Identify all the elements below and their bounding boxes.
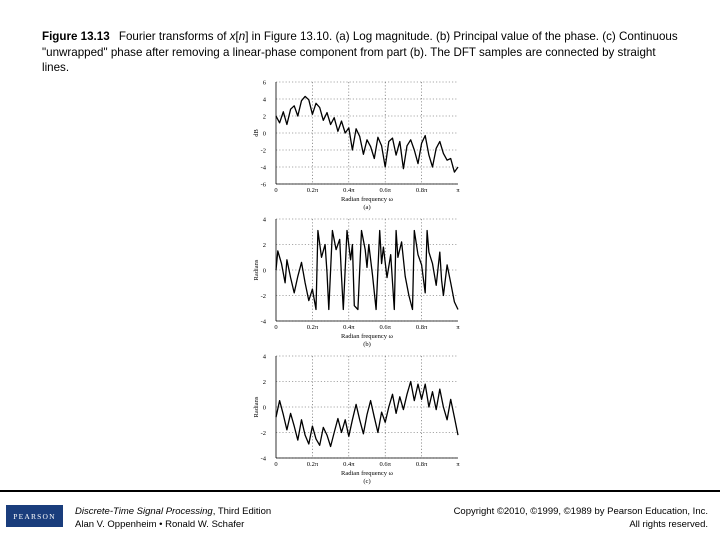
x-tick-label: 0.2π: [306, 461, 319, 468]
footer-divider: [0, 490, 720, 492]
x-tick-label: 0.4π: [343, 461, 355, 468]
y-tick-label: -2: [260, 147, 266, 155]
caption-text-2: ] in Figure 13.10. (a) Log magnitude. (b) Principal value of the phase. (c) Continuous "unwrapped" phase after removing a linear-phase component from part (b). The DFT samples are connected by straight lines.: [42, 30, 678, 74]
copyright-line-2: All rights reserved.: [629, 519, 708, 530]
panel-label: (b): [363, 341, 371, 348]
x-axis-label: Radian frequency ω: [341, 470, 393, 477]
y-tick-label: -2: [260, 430, 266, 437]
chart-panel-2: [253, 217, 460, 349]
figure-label: Figure 13.13: [42, 30, 110, 43]
y-tick-label: 4: [262, 96, 266, 104]
y-tick-label: 2: [262, 379, 266, 386]
x-tick-label: 0.4π: [343, 324, 355, 331]
y-tick-label: -4: [260, 164, 266, 172]
x-tick-label: 0.2π: [306, 324, 319, 331]
x-tick-label: 0.6π: [379, 324, 391, 331]
x-axis-label: Radian frequency ω: [341, 196, 393, 203]
y-tick-label: -2: [260, 293, 266, 300]
logo-text: PEARSON: [13, 511, 56, 521]
y-tick-label: 2: [262, 242, 266, 249]
x-tick-label: 0.8π: [415, 187, 428, 194]
book-info: [75, 505, 271, 531]
y-tick-label: 4: [262, 353, 266, 361]
panel-label: (a): [363, 204, 371, 211]
caption-bracket: [: [235, 30, 239, 43]
x-tick-label: 0.2π: [306, 187, 319, 194]
book-edition: , Third Edition: [212, 506, 272, 517]
panel-label: (c): [363, 478, 371, 485]
y-tick-label: -6: [260, 181, 266, 189]
y-axis-label: dB: [253, 129, 260, 137]
y-tick-label: 0: [262, 404, 266, 412]
y-axis-label: Radians: [253, 259, 260, 281]
chart-panel-3: [253, 354, 460, 486]
y-tick-label: -4: [260, 318, 266, 326]
y-axis-label: Radians: [253, 396, 260, 418]
x-tick-label: 0.6π: [379, 461, 391, 468]
book-authors: Alan V. Oppenheim • Ronald W. Schafer: [75, 519, 245, 530]
data-series-line: [276, 382, 458, 447]
x-tick-label: 0.8π: [415, 461, 428, 468]
copyright-notice: [454, 505, 708, 531]
x-tick-label: 0.8π: [415, 324, 428, 331]
pearson-logo: [6, 505, 63, 527]
chart-panel-1: [253, 80, 460, 212]
x-tick-label: π: [456, 461, 460, 468]
y-tick-label: 2: [262, 113, 266, 121]
data-series-line: [276, 96, 458, 172]
x-tick-label: 0: [274, 461, 278, 468]
y-tick-label: 6: [262, 79, 266, 87]
x-tick-label: π: [456, 187, 460, 194]
x-axis-label: Radian frequency ω: [341, 333, 393, 340]
caption-signal-x: x: [229, 30, 236, 43]
x-tick-label: 0: [274, 324, 278, 331]
caption-signal-n: n: [238, 30, 246, 43]
y-tick-label: 4: [262, 216, 266, 224]
x-tick-label: π: [456, 324, 460, 331]
y-tick-label: 0: [262, 130, 266, 138]
caption-text-1: Fourier transforms of: [118, 30, 230, 43]
y-tick-label: 0: [262, 267, 266, 275]
copyright-line-1: Copyright ©2010, ©1999, ©1989 by Pearson Education, Inc.: [453, 506, 708, 517]
book-title: Discrete-Time Signal Processing: [75, 506, 213, 517]
x-tick-label: 0.4π: [343, 187, 355, 194]
y-tick-label: -4: [260, 455, 266, 463]
x-tick-label: 0.6π: [379, 187, 391, 194]
x-tick-label: 0: [274, 187, 278, 194]
